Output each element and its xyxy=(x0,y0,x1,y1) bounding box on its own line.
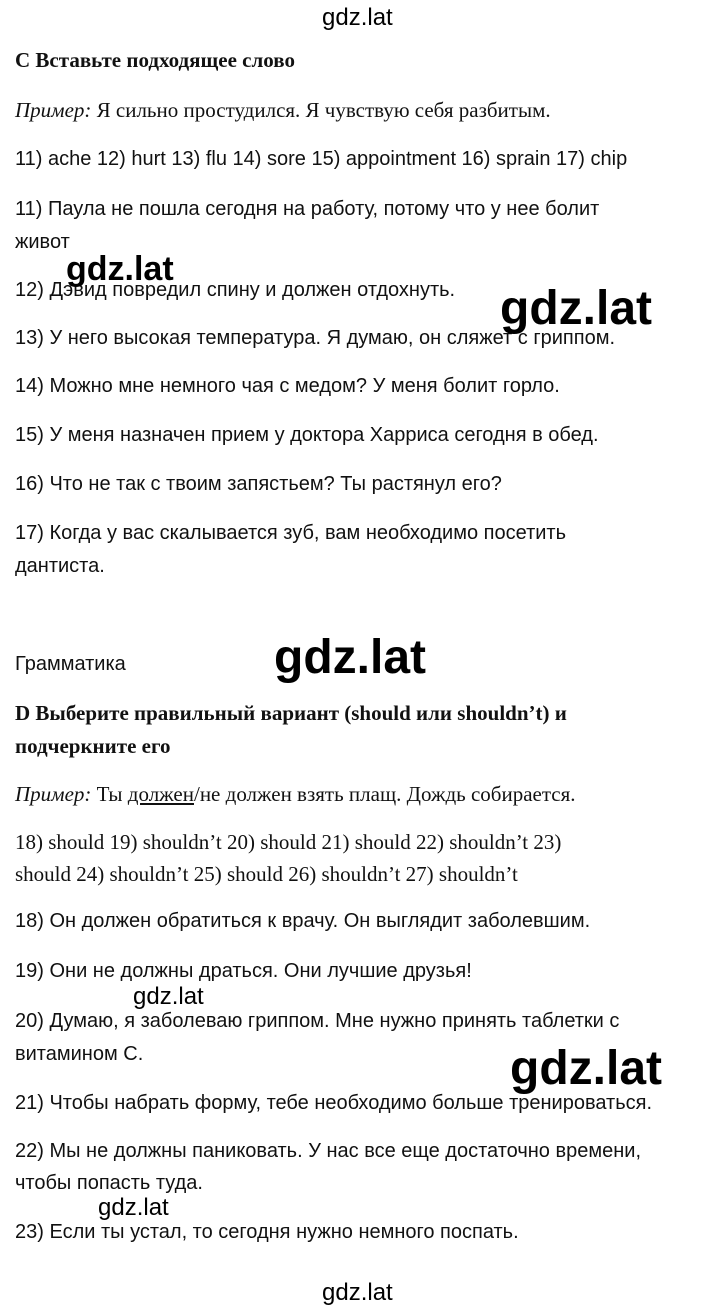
section-d-answers-line1: 18) should 19) shouldn’t 20) should 21) should 22) shouldn’t 23) xyxy=(15,830,562,854)
watermark: gdz.lat xyxy=(66,250,174,288)
sentence-14: 14) Можно мне немного чая с медом? У меня болит горло. xyxy=(15,375,560,397)
example-label: Пример: xyxy=(15,98,92,122)
section-d-answers-line2: should 24) shouldn’t 25) should 26) shouldn’t 27) shouldn’t xyxy=(15,862,518,886)
section-c-title: C Вставьте подходящее слово xyxy=(15,48,295,72)
example-post: /не должен взять плащ. Дождь собирается. xyxy=(193,782,576,806)
section-c-example xyxy=(15,97,551,123)
sentence-21: 21) Чтобы набрать форму, тебе необходимо больше тренироваться. xyxy=(15,1092,653,1114)
sentence-19: 19) Они не должны драться. Они лучшие друзья! xyxy=(15,960,472,982)
sentence-15: 15) У меня назначен прием у доктора Харриса сегодня в обед. xyxy=(15,424,599,446)
watermark: gdz.lat xyxy=(98,1194,169,1221)
example-pre: Ты xyxy=(91,782,128,806)
example-underlined: должен xyxy=(127,782,194,806)
sentence-12: 12) Дэвид повредил спину и должен отдохнуть. xyxy=(15,279,456,301)
sentence-23: 23) Если ты устал, то сегодня нужно немного поспать. xyxy=(15,1221,519,1243)
sentence-16: 16) Что не так с твоим запястьем? Ты растянул его? xyxy=(15,473,502,495)
sentence-20-line1: 20) Думаю, я заболеваю гриппом. Мне нужно принять таблетки с xyxy=(15,1010,620,1032)
watermark: gdz.lat xyxy=(500,282,652,335)
example-text: Я сильно простудился. Я чувствую себя разбитым. xyxy=(91,98,551,122)
sentence-13: 13) У него высокая температура. Я думаю, он сляжет с гриппом. xyxy=(15,327,616,349)
example-label: Пример: xyxy=(15,782,92,806)
sentence-22-line2: чтобы попасть туда. xyxy=(15,1172,203,1194)
sentence-20-line2: витамином С. xyxy=(15,1043,144,1065)
watermark: gdz.lat xyxy=(274,631,426,684)
section-d-title-line1: D Выберите правильный вариант (should или shouldn’t) и xyxy=(15,701,567,725)
watermark: gdz.lat xyxy=(322,4,393,31)
section-d-title-line2: подчеркните его xyxy=(15,734,171,758)
grammar-heading: Грамматика xyxy=(15,653,126,675)
section-c-answers: 11) ache 12) hurt 13) flu 14) sore 15) appointment 16) sprain 17) chip xyxy=(15,148,628,170)
sentence-22-line1: 22) Мы не должны паниковать. У нас все еще достаточно времени, xyxy=(15,1140,641,1162)
sentence-17-line2: дантиста. xyxy=(15,555,105,577)
sentence-11-line1: 11) Паула не пошла сегодня на работу, потому что у нее болит xyxy=(15,198,600,220)
sentence-17-line1: 17) Когда у вас скалывается зуб, вам необходимо посетить xyxy=(15,522,566,544)
watermark: gdz.lat xyxy=(133,983,204,1010)
watermark: gdz.lat xyxy=(510,1042,662,1095)
sentence-18: 18) Он должен обратиться к врачу. Он выглядит заболевшим. xyxy=(15,910,591,932)
watermark: gdz.lat xyxy=(322,1279,393,1306)
section-d-example xyxy=(15,781,576,807)
sentence-11-line2: живот xyxy=(15,231,70,253)
